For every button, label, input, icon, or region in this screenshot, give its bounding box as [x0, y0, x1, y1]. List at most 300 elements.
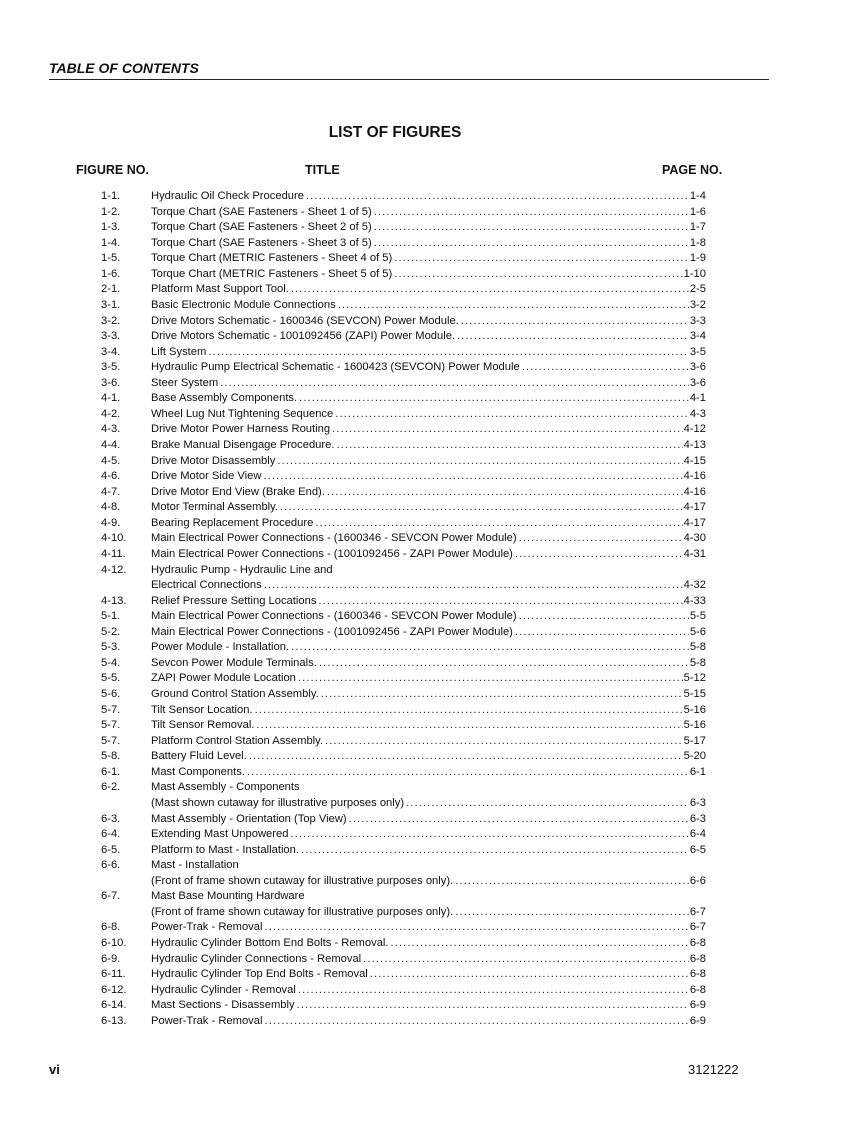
figure-number: 2-1. — [101, 283, 121, 296]
figure-entry[interactable] — [0, 220, 866, 236]
figure-page-number[interactable]: 4-3 — [689, 407, 706, 420]
figure-page-number[interactable]: 6-3 — [689, 796, 706, 809]
figure-entry[interactable] — [0, 563, 866, 594]
figure-entry-line — [0, 687, 866, 703]
figure-page-number[interactable]: 6-8 — [689, 968, 706, 981]
figure-title-leader — [151, 220, 706, 236]
dot-leader — [301, 843, 689, 859]
figure-number: 4-11. — [101, 547, 126, 560]
figure-entry[interactable] — [0, 469, 866, 485]
figure-entry[interactable] — [0, 282, 866, 298]
figure-title[interactable]: (Front of frame shown cutaway for illustrative purposes only). — [151, 905, 454, 918]
figure-entry[interactable] — [0, 531, 866, 547]
figure-entry-line — [0, 314, 866, 330]
figure-entry[interactable] — [0, 407, 866, 423]
figure-title-leader — [151, 703, 706, 719]
figure-entry[interactable] — [0, 998, 866, 1014]
figure-title[interactable]: Sevcon Power Module Terminals. — [151, 656, 317, 669]
figure-title[interactable]: Ground Control Station Assembly. — [151, 688, 319, 700]
page-number: vi — [49, 1062, 60, 1077]
figure-page-number[interactable]: 3-4 — [689, 330, 706, 343]
figure-entry[interactable] — [0, 889, 866, 920]
figure-number: 5-7. — [101, 734, 121, 747]
figure-page-number[interactable]: 6-5 — [689, 843, 706, 856]
figure-title[interactable]: Bearing Replacement Procedure — [151, 516, 314, 529]
figure-title[interactable]: Drive Motor Disassembly — [151, 454, 276, 467]
dot-leader — [298, 671, 683, 687]
figure-page-number[interactable]: 6-7 — [689, 905, 706, 918]
figure-title[interactable]: Main Electrical Power Connections - (1001092456 - ZAPI Power Module) — [151, 625, 513, 638]
figure-entry-line — [0, 920, 866, 936]
figure-entry-line — [0, 547, 866, 563]
figure-entry[interactable] — [0, 671, 866, 687]
dot-leader — [461, 314, 689, 330]
dot-leader — [374, 220, 689, 236]
figure-page-number[interactable]: 1-9 — [689, 252, 706, 265]
figure-page-number[interactable]: 4-31 — [683, 547, 706, 560]
figure-page-number[interactable]: 6-1 — [689, 765, 706, 778]
figure-entry[interactable] — [0, 765, 866, 781]
figure-number: 3-3. — [101, 330, 121, 343]
figure-entry-line — [0, 267, 866, 283]
figure-entry-line — [0, 376, 866, 392]
figure-title[interactable]: Mast Assembly - Orientation (Top View) — [151, 812, 347, 825]
figure-entry-line — [0, 718, 866, 734]
figure-title-leader — [151, 656, 706, 672]
dot-leader — [298, 983, 689, 999]
figure-entry[interactable] — [0, 609, 866, 625]
dot-leader — [335, 407, 689, 423]
figure-entry[interactable] — [0, 360, 866, 376]
figure-title-leader — [151, 983, 706, 999]
figure-entry[interactable] — [0, 594, 866, 610]
figure-number: 6-5. — [101, 843, 121, 856]
figure-number: 4-4. — [101, 439, 121, 451]
figure-entry[interactable] — [0, 749, 866, 765]
figure-title[interactable]: Drive Motors Schematic - 1001092456 (ZAPI) Power Module. — [151, 330, 456, 343]
figure-title[interactable]: Platform Control Station Assembly. — [151, 734, 324, 747]
figure-title[interactable]: Drive Motor End View (Brake End). — [151, 485, 325, 498]
figure-page-number[interactable]: 5-8 — [689, 656, 706, 669]
figure-entry[interactable] — [0, 205, 866, 221]
figure-number: 5-2. — [101, 625, 121, 638]
dot-leader — [394, 267, 682, 283]
figure-title[interactable]: Relief Pressure Setting Locations — [151, 594, 317, 607]
figure-title-leader — [151, 812, 706, 828]
figure-title-leader — [151, 251, 706, 267]
figure-entry[interactable] — [0, 625, 866, 641]
figure-page-number[interactable]: 1-4 — [689, 190, 706, 202]
figure-entry-line — [0, 983, 866, 999]
figure-page-number[interactable]: 5-15 — [683, 688, 706, 700]
figure-page-number[interactable]: 1-7 — [689, 221, 706, 234]
dot-leader — [306, 189, 689, 205]
figure-entry[interactable] — [0, 438, 866, 454]
figure-entry[interactable] — [0, 936, 866, 952]
dot-leader — [263, 469, 682, 485]
figure-title-leader — [151, 454, 706, 470]
dot-leader — [327, 485, 683, 501]
figure-entry[interactable] — [0, 812, 866, 828]
figure-title-leader — [151, 905, 706, 921]
figure-page-number[interactable]: 5-17 — [683, 734, 706, 747]
figure-title-leader — [151, 407, 706, 423]
figure-number: 4-6. — [101, 470, 121, 483]
figure-entry-line — [0, 874, 866, 890]
figure-entry[interactable] — [0, 967, 866, 983]
figure-entry[interactable] — [0, 376, 866, 392]
figure-entry[interactable] — [0, 703, 866, 719]
figure-entry-line — [0, 812, 866, 828]
figure-page-number[interactable]: 6-8 — [689, 983, 706, 996]
figure-title-leader — [151, 329, 706, 345]
figure-entry-line — [0, 858, 866, 874]
figure-page-number[interactable]: 3-3 — [689, 314, 706, 327]
figure-entry[interactable] — [0, 422, 866, 438]
dot-leader — [455, 905, 689, 921]
figure-entry[interactable] — [0, 500, 866, 516]
figure-title[interactable]: Mast Sections - Disassembly — [151, 999, 295, 1012]
figure-entry[interactable] — [0, 454, 866, 470]
figure-page-number[interactable]: 6-9 — [689, 1014, 706, 1027]
figure-title-leader — [151, 298, 706, 314]
figure-page-number[interactable]: 5-16 — [683, 719, 706, 732]
figure-title-leader — [151, 516, 706, 532]
figure-title[interactable]: Base Assembly Components. — [151, 392, 298, 405]
figure-entry-line — [0, 578, 866, 594]
figure-title[interactable]: Battery Fluid Level. — [151, 750, 247, 763]
figure-entry-line — [0, 407, 866, 423]
figure-page-number[interactable]: 6-8 — [689, 952, 706, 965]
figure-title-leader — [151, 205, 706, 221]
figure-title[interactable]: Torque Chart (METRIC Fasteners - Sheet 5 of 5) — [151, 267, 393, 280]
figure-page-number[interactable]: 5-6 — [689, 625, 706, 638]
dot-leader — [332, 422, 683, 438]
figure-title[interactable]: Motor Terminal Assembly. — [151, 501, 279, 514]
figure-entry-line — [0, 563, 866, 579]
figure-number: 5-3. — [101, 641, 121, 654]
figure-number: 1-3. — [101, 221, 121, 234]
figure-title[interactable]: Drive Motor Side View — [151, 470, 262, 483]
figure-number: 1-6. — [101, 267, 121, 280]
figure-entry-line — [0, 500, 866, 516]
figure-entry[interactable] — [0, 516, 866, 532]
figure-number: 6-13. — [101, 1014, 127, 1027]
figure-entry[interactable] — [0, 687, 866, 703]
dot-leader — [247, 765, 689, 781]
figure-entry-line — [0, 360, 866, 376]
figure-entry[interactable] — [0, 843, 866, 859]
dot-leader — [515, 625, 689, 641]
figure-title[interactable]: Hydraulic Cylinder - Removal — [151, 983, 296, 996]
column-header-figure: FIGURE NO. — [76, 163, 149, 177]
figure-page-number[interactable]: 6-7 — [689, 921, 706, 934]
figure-number: 4-10. — [101, 532, 127, 545]
figure-title-leader — [151, 1014, 706, 1030]
figure-page-number[interactable]: 1-10 — [683, 267, 706, 280]
figure-entry[interactable] — [0, 267, 866, 283]
figure-entry-line — [0, 189, 866, 205]
dot-leader — [363, 952, 689, 968]
figure-entry[interactable] — [0, 391, 866, 407]
figure-title[interactable]: Platform to Mast - Installation. — [151, 843, 299, 856]
figure-entry[interactable] — [0, 547, 866, 563]
dot-leader — [255, 703, 683, 719]
figure-entry[interactable] — [0, 858, 866, 889]
figure-number: 5-7. — [101, 719, 121, 732]
figure-title-leader — [151, 500, 706, 516]
figure-number: 4-12. — [101, 563, 127, 576]
figure-number: 3-4. — [101, 345, 121, 358]
dot-leader — [208, 345, 688, 361]
figure-number: 3-5. — [101, 361, 121, 374]
figure-title-leader — [151, 547, 706, 563]
figure-title[interactable]: Basic Electronic Module Connections — [151, 298, 336, 311]
figure-number: 6-6. — [101, 859, 121, 872]
figure-entry[interactable] — [0, 952, 866, 968]
figure-entry-line — [0, 345, 866, 361]
figure-entry-line — [0, 998, 866, 1014]
figure-number: 4-3. — [101, 423, 121, 436]
figure-page-number[interactable]: 5-8 — [689, 641, 706, 654]
figure-page-number[interactable]: 3-6 — [689, 361, 706, 374]
dot-leader — [280, 500, 683, 516]
figure-title[interactable]: ZAPI Power Module Location — [151, 672, 296, 685]
dot-leader — [321, 687, 683, 703]
figure-page-number[interactable]: 4-12 — [683, 423, 706, 436]
figure-number: 4-2. — [101, 407, 121, 420]
figure-entry[interactable] — [0, 251, 866, 267]
figure-entry-line — [0, 796, 866, 812]
figure-title[interactable]: Platform Mast Support Tool. — [151, 283, 289, 296]
figure-entry-line — [0, 422, 866, 438]
figure-page-number[interactable]: 3-6 — [689, 376, 706, 389]
figure-title[interactable]: Tilt Sensor Location. — [151, 703, 253, 716]
dot-leader — [374, 205, 689, 221]
figure-title[interactable]: Torque Chart (SAE Fasteners - Sheet 1 of 5) — [151, 205, 372, 218]
figure-entry-line — [0, 454, 866, 470]
figure-title[interactable]: Steer System — [151, 376, 219, 389]
figure-title-leader — [151, 734, 706, 750]
figure-title[interactable]: Main Electrical Power Connections - (1001092456 - ZAPI Power Module) — [151, 547, 513, 560]
figure-title[interactable]: Hydraulic Cylinder Bottom End Bolts - Removal. — [151, 937, 389, 949]
figure-number: 5-1. — [101, 610, 121, 623]
dot-leader — [299, 391, 689, 407]
dot-leader — [391, 936, 689, 952]
figure-entry-line — [0, 625, 866, 641]
figure-title-leader — [151, 936, 706, 952]
figure-title[interactable]: Power-Trak - Removal — [151, 921, 263, 934]
dot-leader — [406, 796, 689, 812]
figure-number: 4-7. — [101, 485, 121, 498]
figure-title-leader — [151, 749, 706, 765]
figure-page-number[interactable]: 6-8 — [689, 937, 706, 949]
figure-title[interactable]: Main Electrical Power Connections - (1600346 - SEVCON Power Module) — [151, 532, 517, 545]
figure-entry[interactable] — [0, 485, 866, 501]
figure-title-leader — [151, 314, 706, 330]
figure-number: 6-11. — [101, 968, 126, 981]
figure-title-leader — [151, 998, 706, 1014]
figure-title[interactable]: Hydraulic Oil Check Procedure — [151, 190, 304, 202]
figure-number: 1-2. — [101, 205, 121, 218]
figure-number: 5-8. — [101, 750, 121, 763]
figure-number: 6-2. — [101, 781, 121, 794]
figure-title[interactable]: Torque Chart (SAE Fasteners - Sheet 3 of 5) — [151, 236, 372, 249]
figure-entry-line — [0, 765, 866, 781]
figure-entry[interactable] — [0, 640, 866, 656]
figure-title-leader — [151, 345, 706, 361]
figure-entry-line — [0, 703, 866, 719]
figure-entry[interactable] — [0, 734, 866, 750]
figure-title[interactable]: Wheel Lug Nut Tightening Sequence — [151, 407, 334, 420]
figure-number: 4-9. — [101, 516, 121, 529]
figure-entry[interactable] — [0, 236, 866, 252]
figure-page-number[interactable]: 1-6 — [689, 205, 706, 218]
figure-title[interactable]: Tilt Sensor Removal. — [151, 719, 255, 732]
figure-entry[interactable] — [0, 718, 866, 734]
figure-entry-line — [0, 329, 866, 345]
figure-page-number[interactable]: 4-30 — [683, 532, 706, 545]
figure-entry-line — [0, 282, 866, 298]
figure-entry-line — [0, 251, 866, 267]
figure-entry-line — [0, 936, 866, 952]
figure-page-number[interactable]: 4-32 — [683, 579, 706, 592]
column-header-title: TITLE — [305, 163, 340, 177]
running-header: TABLE OF CONTENTS — [49, 60, 769, 80]
figure-page-number[interactable]: 4-17 — [683, 501, 706, 514]
dot-leader — [291, 640, 689, 656]
figure-entry[interactable] — [0, 189, 866, 205]
figure-title[interactable]: Lift System — [151, 345, 207, 358]
dot-leader — [522, 360, 689, 376]
figure-title-leader — [151, 687, 706, 703]
figure-title[interactable]: (Mast shown cutaway for illustrative purposes only) — [151, 796, 405, 809]
figure-entry-line — [0, 391, 866, 407]
figure-entry[interactable] — [0, 314, 866, 330]
figure-entry[interactable] — [0, 329, 866, 345]
dot-leader — [519, 531, 683, 547]
figure-entry-line — [0, 236, 866, 252]
dot-leader — [338, 298, 689, 314]
figure-page-number[interactable]: 1-8 — [689, 236, 706, 249]
figure-page-number[interactable]: 5-16 — [683, 703, 706, 716]
figure-title[interactable]: (Front of frame shown cutaway for illustrative purposes only). — [151, 874, 454, 887]
figure-title[interactable]: Torque Chart (METRIC Fasteners - Sheet 4 of 5) — [151, 252, 393, 265]
figure-title-leader — [151, 827, 706, 843]
figure-entry-line — [0, 438, 866, 454]
figure-title-leader — [151, 469, 706, 485]
figure-page-number[interactable]: 4-15 — [683, 454, 706, 467]
page-title: LIST OF FIGURES — [328, 124, 462, 141]
figure-title[interactable]: Electrical Connections — [151, 579, 262, 592]
figure-title[interactable]: Hydraulic Cylinder Top End Bolts - Removal — [151, 968, 368, 981]
figure-entry-line — [0, 516, 866, 532]
figure-page-number[interactable]: 6-3 — [689, 812, 706, 825]
figure-title[interactable]: Hydraulic Pump Electrical Schematic - 1600423 (SEVCON) Power Module — [151, 361, 520, 374]
dot-leader — [318, 594, 682, 610]
figure-entry[interactable] — [0, 920, 866, 936]
dot-leader — [374, 236, 689, 252]
figure-title[interactable]: Brake Manual Disengage Procedure. — [151, 439, 335, 451]
figure-number: 6-1. — [101, 765, 121, 778]
dot-leader — [264, 578, 683, 594]
figure-page-number[interactable]: 4-16 — [683, 470, 706, 483]
figure-title[interactable]: Hydraulic Cylinder Connections - Removal — [151, 952, 362, 965]
dot-leader — [291, 282, 689, 298]
figure-title-leader — [151, 625, 706, 641]
figure-page-number[interactable]: 4-17 — [683, 516, 706, 529]
figure-entry[interactable] — [0, 656, 866, 672]
figure-title[interactable]: Drive Motor Power Harness Routing — [151, 423, 331, 436]
figure-title-leader — [151, 438, 706, 454]
figure-title[interactable]: Mast Components. — [151, 765, 245, 778]
figure-entry[interactable] — [0, 827, 866, 843]
dot-leader — [325, 734, 683, 750]
column-header-page: PAGE NO. — [662, 163, 723, 177]
figure-number: 5-5. — [101, 672, 121, 685]
dot-leader — [256, 718, 682, 734]
figure-entry-line — [0, 220, 866, 236]
figure-entry[interactable] — [0, 780, 866, 811]
figure-number: 4-13. — [101, 594, 127, 607]
figure-page-number[interactable]: 4-1 — [689, 392, 706, 405]
figure-page-number[interactable]: 3-5 — [689, 345, 706, 358]
figure-number: 5-6. — [101, 688, 121, 700]
figure-page-number[interactable]: 5-12 — [683, 672, 706, 685]
figure-entry-line — [0, 780, 866, 796]
figure-page-number[interactable]: 6-9 — [689, 999, 706, 1012]
figure-entry-line — [0, 905, 866, 921]
figure-number: 6-8. — [101, 921, 121, 934]
figure-entry[interactable] — [0, 298, 866, 314]
figure-page-number[interactable]: 4-16 — [683, 485, 706, 498]
dot-leader — [220, 376, 689, 392]
figure-entry[interactable] — [0, 1014, 866, 1030]
figure-title[interactable]: Mast - Installation — [151, 859, 239, 872]
figure-title[interactable]: Extending Mast Unpowered — [151, 828, 289, 841]
figure-page-number[interactable]: 6-6 — [689, 874, 706, 887]
figure-page-number[interactable]: 2-5 — [689, 283, 706, 296]
figure-title[interactable]: Power Module - Installation. — [151, 641, 290, 654]
figure-entry-line — [0, 671, 866, 687]
figure-number: 6-3. — [101, 812, 121, 825]
figure-page-number[interactable]: 5-20 — [683, 750, 706, 763]
figure-title[interactable]: Mast Base Mounting Hardware — [151, 890, 305, 903]
figure-page-number[interactable]: 5-5 — [689, 610, 706, 623]
figure-number: 4-1. — [101, 392, 121, 405]
figure-title[interactable]: Drive Motors Schematic - 1600346 (SEVCON) Power Module. — [151, 314, 459, 327]
figure-title-leader — [151, 952, 706, 968]
figure-entry[interactable] — [0, 983, 866, 999]
figure-entry-line — [0, 656, 866, 672]
figure-title[interactable]: Power-Trak - Removal — [151, 1014, 263, 1027]
figure-entry[interactable] — [0, 345, 866, 361]
figure-title[interactable]: Main Electrical Power Connections - (1600346 - SEVCON Power Module) — [151, 610, 517, 623]
figure-page-number[interactable]: 3-2 — [689, 298, 706, 311]
dot-leader — [394, 251, 689, 267]
figure-number: 6-14. — [101, 999, 127, 1012]
figure-page-number[interactable]: 4-13 — [683, 439, 706, 451]
figure-title[interactable]: Hydraulic Pump - Hydraulic Line and — [151, 563, 333, 576]
figure-title-leader — [151, 874, 706, 890]
figure-number: 6-10. — [101, 937, 127, 949]
figure-title[interactable]: Mast Assembly - Components — [151, 781, 300, 794]
figure-page-number[interactable]: 6-4 — [689, 828, 706, 841]
figure-title[interactable]: Torque Chart (SAE Fasteners - Sheet 2 of 5) — [151, 221, 372, 234]
figure-title-leader — [151, 671, 706, 687]
figure-number: 5-7. — [101, 703, 121, 716]
figure-page-number[interactable]: 4-33 — [683, 594, 706, 607]
